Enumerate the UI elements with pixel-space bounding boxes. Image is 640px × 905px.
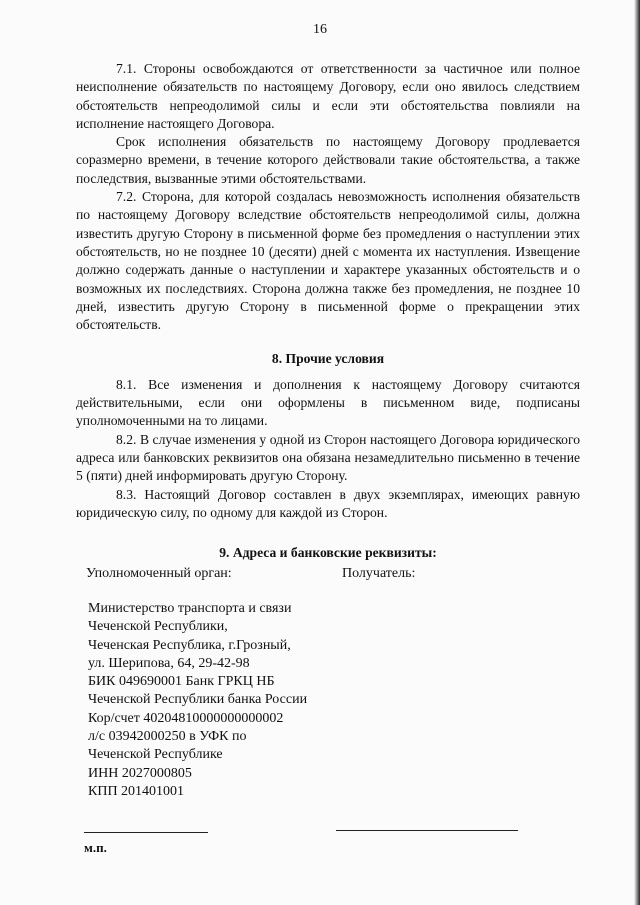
address-line: Министерство транспорта и связи: [88, 601, 292, 616]
paragraph-7-1: 7.1. Стороны освобождаются от ответственности за частичное или полное неисполнение обязательств по настоящему Договору, если оно явилось следствием обстоятельств непреодолимой силы и если эти обстоятельства повлияли на исполнение настоящего Договора.: [76, 61, 580, 131]
scan-edge-shadow: [634, 0, 640, 905]
paragraph-8-1: 8.1. Все изменения и дополнения к настоящему Договору считаются действительными, если они оформлены в письменном виде, подписаны уполномоченными на то лицами.: [76, 376, 580, 429]
authority-address-block: [88, 600, 307, 801]
authority-label: Уполномоченный орган:: [86, 566, 232, 581]
paragraph-7-1-continued: Срок исполнения обязательств по настоящему Договору продлевается соразмерно времени, в течение которого действовали такие обстоятельства, а также последствия, вызванные этими обстоятельствами.: [76, 134, 580, 186]
document-body: [76, 60, 580, 576]
address-line: Чеченской Республики банка России: [88, 692, 308, 708]
section-heading-9: 9. Адреса и банковские реквизиты:: [219, 545, 437, 561]
address-line: л/с 03942000250 в УФК по: [88, 729, 247, 745]
address-line: КПП 201401001: [88, 783, 185, 799]
paragraph-8-2: 8.2. В случае изменения у одной из Сторон настоящего Договора юридического адреса или банковских реквизитов она обязана незамедлительно письменно в течение 5 (пяти) дней информировать другую Сторону.: [76, 431, 580, 484]
page-number: 16: [313, 22, 327, 37]
recipient-label: Получатель:: [342, 566, 416, 581]
stamp-place-label: м.п.: [84, 840, 107, 855]
address-line: Чеченской Республике: [88, 747, 223, 763]
paragraph-8-3: 8.3. Настоящий Договор составлен в двух экземплярах, имеющих равную юридическую силу, по одному для каждой из Сторон.: [76, 486, 580, 520]
authority-signature-line: [84, 832, 208, 833]
section-heading-8: 8. Прочие условия: [271, 351, 385, 367]
address-line: ИНН 2027000805: [88, 765, 192, 781]
paragraph-7-2: 7.2. Сторона, для которой создалась невозможность исполнения обязательств по настоящему Договору вследствие обстоятельств непреодолимой силы, должна известить другую Сторону в письменной форме без промедления о наступлении этих обстоятельств, но не позднее 10 (десяти) дней с момента их наступления. Извещение должно содержать данные о наступлении и характере указанных обстоятельств и о возможных их последствиях. Сторона должна также без промедления, не позднее 10 дней, известить другую Сторону в письменной форме о прекращении этих обстоятельств.: [76, 189, 580, 333]
recipient-signature-line: [336, 830, 518, 831]
address-line: Чеченская Республика, г.Грозный,: [88, 637, 291, 653]
address-line: Кор/счет 40204810000000000002: [88, 710, 284, 726]
address-line: БИК 049690001 Банк ГРКЦ НБ: [88, 674, 275, 690]
address-line: ул. Шерипова, 64, 29-42-98: [88, 655, 250, 671]
address-line: Чеченской Республики,: [88, 619, 228, 635]
